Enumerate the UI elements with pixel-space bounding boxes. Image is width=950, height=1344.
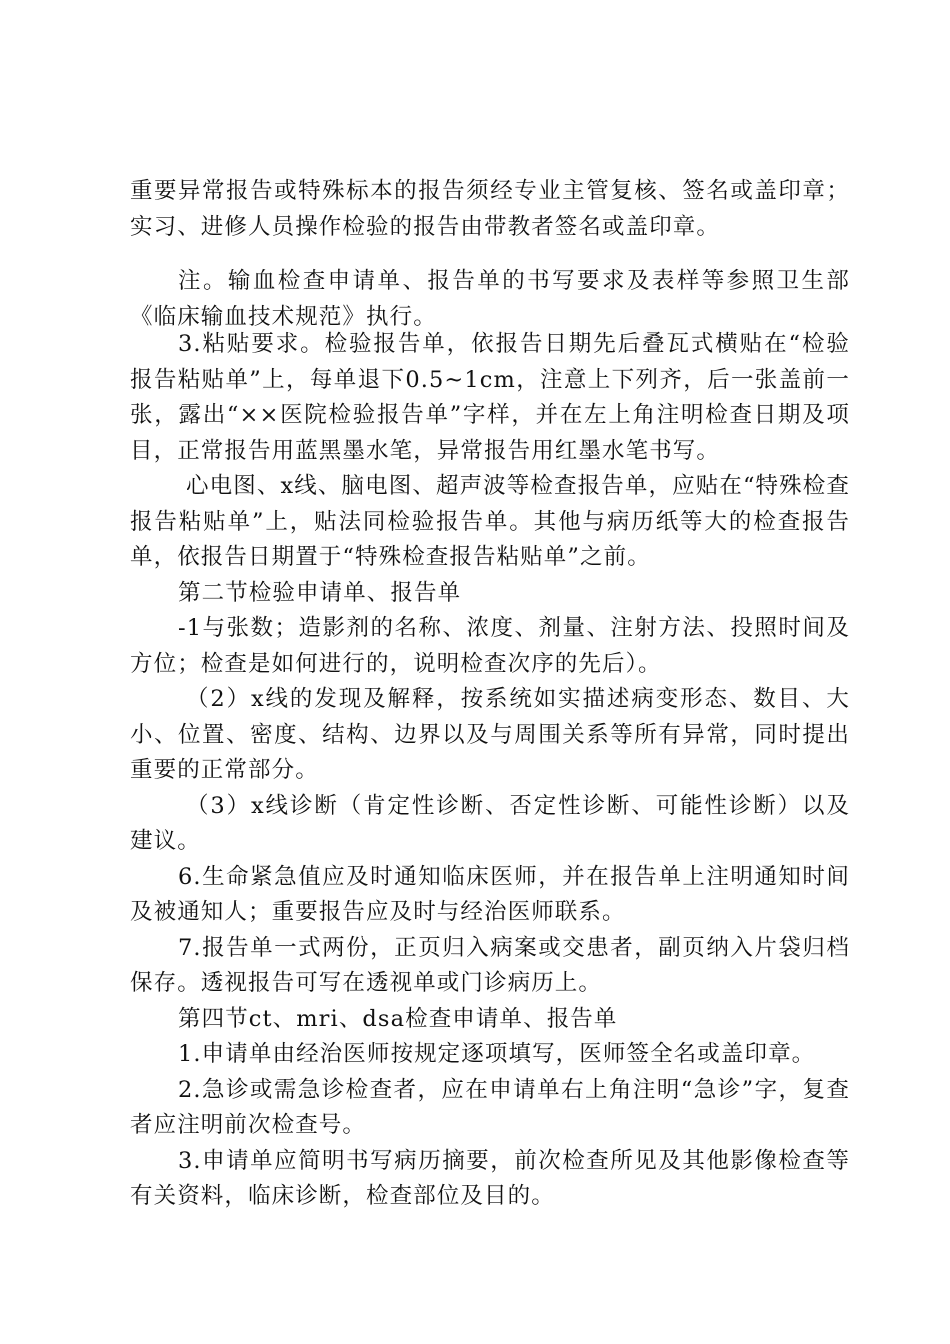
paragraph-text: 1.申请单由经治医师按规定逐项填写，医师签全名或盖印章。 xyxy=(178,1041,816,1067)
paragraph-text: 3.粘贴要求。检验报告单，依报告日期先后叠瓦式横贴在“检验报告粘贴单”上，每单退下0.5~1cm，注意上下列齐，后一张盖前一张，露出“××医院检验报告单”字样，并在左上角注明检查日期及项目，正常报告用蓝黑墨水笔，异常报告用红墨水笔书写。 xyxy=(130,331,850,464)
paragraph-text: 注。输血检查申请单、报告单的书写要求及表样等参照卫生部《临床输血技术规范》执行。 xyxy=(130,268,850,330)
section-heading-four: 第四节ct、mri、dsa检查申请单、报告单 xyxy=(178,1005,618,1032)
paragraph-text: （3）x线诊断（肯定性诊断、否定性诊断、可能性诊断）以及建议。 xyxy=(130,792,850,854)
paragraph-text: 重要异常报告或特殊标本的报告须经专业主管复核、签名或盖印章；实习、进修人员操作检验的报告由带教者签名或盖印章。 xyxy=(130,178,850,240)
paragraph-text: 2.急诊或需急诊检查者，应在申请单右上角注明“急诊”字，复查者应注明前次检查号。 xyxy=(130,1076,850,1138)
paragraph-abnormal-report-review xyxy=(130,174,850,245)
paragraph-transfusion-note xyxy=(130,264,850,335)
paragraph-text: （2）x线的发现及解释，按系统如实描述病变形态、数目、大小、位置、密度、结构、边界以及与周围关系等所有异常，同时提出重要的正常部分。 xyxy=(130,686,850,783)
paragraph-text: 心电图、x线、脑电图、超声波等检查报告单，应贴在“特殊检查报告粘贴单”上，贴法同检验报告单。其他与病历纸等大的检查报告单，依报告日期置于“特殊检查报告粘贴单”之前。 xyxy=(130,473,850,570)
paragraph-text: 6.生命紧急值应及时通知临床医师，并在报告单上注明通知时间及被通知人；重要报告应及时与经治医师联系。 xyxy=(130,863,850,925)
paragraph-pasting-requirements xyxy=(130,327,850,1215)
paragraph-text: 3.申请单应简明书写病历摘要，前次检查所见及其他影像检查等有关资料，临床诊断，检查部位及目的。 xyxy=(130,1147,850,1209)
paragraph-text: 7.报告单一式两份，正页归入病案或交患者，副页纳入片袋归档保存。透视报告可写在透视单或门诊病历上。 xyxy=(130,934,850,996)
paragraph-text: -1与张数；造影剂的名称、浓度、剂量、注射方法、投照时间及方位；检查是如何进行的，说明检查次序的先后）。 xyxy=(130,615,850,677)
section-heading-two: 第二节检验申请单、报告单 xyxy=(178,579,462,606)
